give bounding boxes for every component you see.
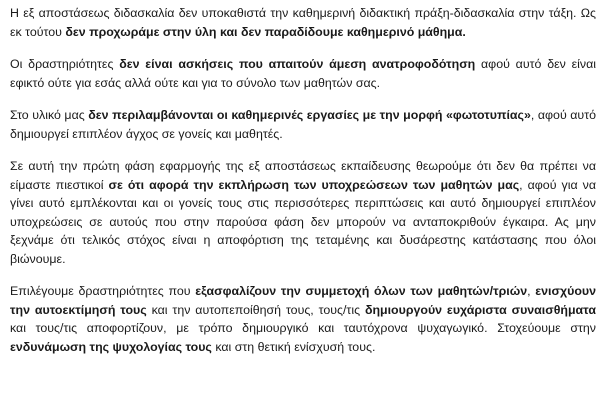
paragraph-3 bbox=[10, 106, 596, 143]
paragraph-5-emphasis-3: δημιουργούν ευχάριστα συναισθήματα bbox=[364, 302, 596, 317]
paragraph-5-text-1: Επιλέγουμε δραστηριότητες που bbox=[10, 284, 196, 298]
paragraph-5-text-5: και στη θετική ενίσχυσή τους. bbox=[211, 339, 376, 354]
paragraph-5 bbox=[10, 282, 596, 356]
paragraph-3-text-end: , αφού αυτό δημιουργεί επιπλέον άγχος σε γονείς και μαθητές. bbox=[10, 108, 596, 141]
paragraph-1-emphasis: δεν προχωράμε στην ύλη και δεν παραδίδουμε καθημερινό μάθημα. bbox=[65, 24, 466, 39]
paragraph-5-emphasis-4: ενδυνάμωση της ψυχολογίας τους bbox=[10, 339, 212, 354]
paragraph-2-emphasis: δεν είναι ασκήσεις που απαιτούν άμεση ανατροφοδότηση bbox=[119, 57, 476, 71]
paragraph-1 bbox=[10, 4, 596, 41]
paragraph-2-text-start: Οι δραστηριότητες bbox=[10, 57, 120, 71]
paragraph-4 bbox=[10, 157, 596, 268]
paragraph-5-emphasis-1: εξασφαλίζουν την συμμετοχή όλων των μαθητών/τριών bbox=[195, 284, 528, 298]
paragraph-3-text-start: Στο υλικό μας bbox=[10, 108, 89, 122]
paragraph-1-text: Η εξ αποστάσεως διδασκαλία δεν υποκαθιστά την καθημερινή διδακτική πράξη-διδασκαλία στην τάξη. Ως εκ τούτου bbox=[10, 6, 596, 39]
paragraph-5-text-4: και τους/τις αποφορτίζουν, με τρόπο δημιουργικό και ταυτόχρονα ψυχαγωγικό. Στοχεύουμε στην bbox=[10, 321, 596, 335]
paragraph-4-text-end: , αφού για να γίνει αυτό εμπλέκονται και οι γονείς τους στις περισσότερες περιπτώσεις και αυτό δημιουργεί επιπλέον υποχρεώσεις σε αυτούς που στην παρούσα φάση δεν μπορούν να ανταποκριθούν έγκαιρα. Ας μην ξεχνάμε ότι τελικός στόχος είναι η αποφόρτιση της τεταμένης και δυσάρεστης κατάστασης που όλοι βιώνουμε. bbox=[10, 177, 596, 266]
paragraph-4-emphasis: σε ότι αφορά την εκπλήρωση των υποχρεώσεων των μαθητών μας bbox=[108, 177, 520, 192]
paragraph-3-emphasis: δεν περιλαμβάνονται οι καθημερινές εργασίες με την μορφή «φωτοτυπίας» bbox=[88, 108, 531, 122]
paragraph-5-text-2: , bbox=[527, 284, 536, 298]
paragraph-2-text-end: αφού αυτό δεν είναι εφικτό ούτε για εσάς αλλά ούτε και για το σύνολο των μαθητών σας. bbox=[10, 57, 596, 90]
paragraph-5-emphasis-2: ενισχύουν την αυτοεκτίμησή τους bbox=[10, 284, 596, 317]
paragraph-4-text-start: Σε αυτή την πρώτη φάση εφαρμογής της εξ αποστάσεως εκπαίδευσης θεωρούμε ότι δεν θα πρέπει να είμαστε πιεστικοί bbox=[10, 159, 596, 192]
paragraph-2 bbox=[10, 55, 596, 92]
paragraph-5-text-3: και την αυτοπεποίθησή τους, τους/τις bbox=[146, 302, 365, 317]
